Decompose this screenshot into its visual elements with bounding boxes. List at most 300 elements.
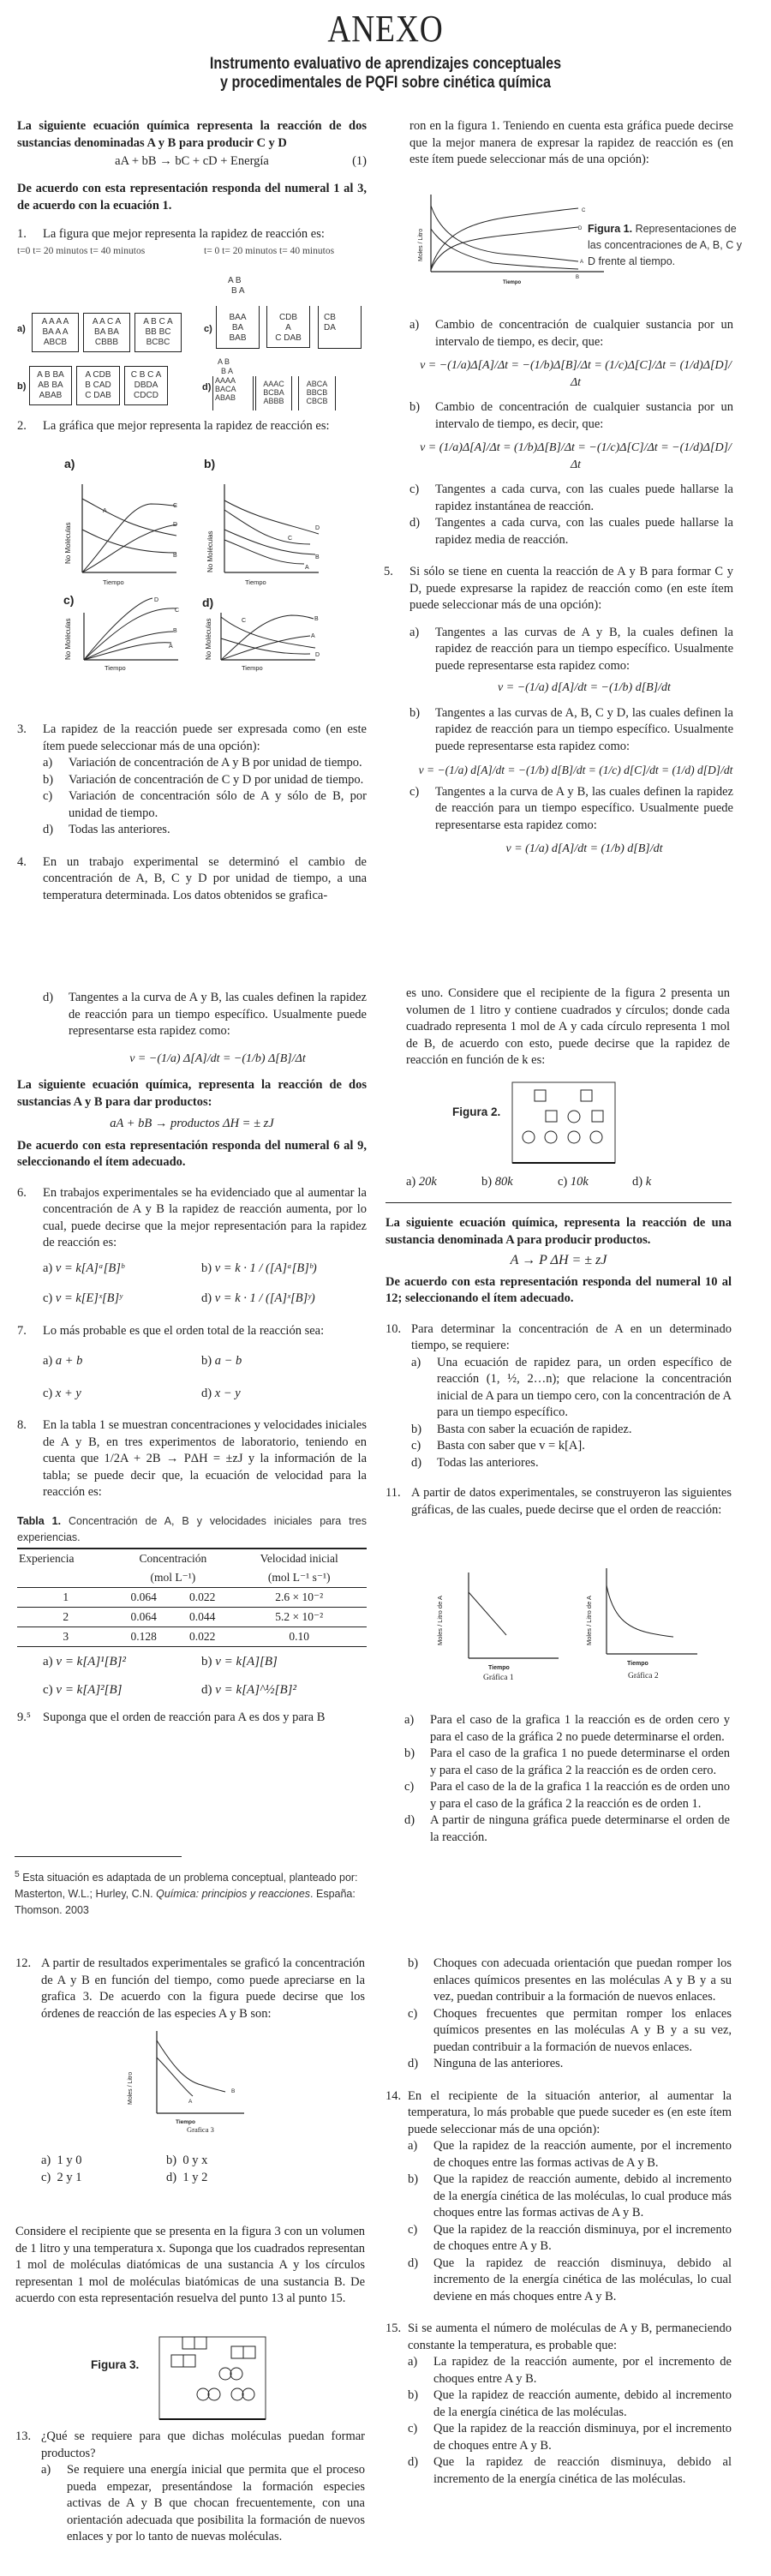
option-letter: d) [201,1683,212,1697]
question-15 [386,2321,732,2354]
circle-molecule-B [568,1131,580,1143]
intro1-instruction: De acuerdo con esta representación responda del numeral 1 al 3, de acuerdo con la ecuación 1. [17,182,367,213]
option-b[interactable] [481,1174,558,1191]
y-axis-label: No Moléculas [64,618,72,660]
option-b[interactable] [408,2387,732,2421]
option-d[interactable] [411,1455,732,1472]
option-c[interactable] [43,1386,201,1403]
question-text: Si se aumenta el número de moléculas de A y B, permaneciendo constante la temperatura, es probable que: [408,2321,732,2352]
option-letter: d) [408,2455,419,2469]
curve-A [157,2058,193,2096]
option-c[interactable] [408,2421,732,2454]
graph2-curve [607,1585,673,1637]
footnote-book-title: Química: principios y reacciones [156,1888,311,1901]
curve-label: D [154,597,159,603]
option-letter: a) [408,2139,418,2153]
table-cell: 0.064 [130,1609,157,1623]
curve-D [82,524,176,572]
option-text: Que la rapidez de la reacción disminuya, por el incremento de choques entre A y B. [433,2422,732,2453]
option-letter: c) [558,1175,568,1189]
option-text: Variación de concentración de C y D por unidad de tiempo. [69,772,364,787]
footnote-rule [15,1856,182,1857]
subtitle-line-1: Instrumento evaluativo de aprendizajes conceptuales [209,55,562,73]
option-letter: d) [43,991,54,1004]
question-7 [17,1323,367,1340]
question-9 [17,1710,367,1727]
option-text: Choques con adecuada orientación que puedan romper los enlaces químicos presentes en las moléculas A y B y a su vez, puedan contribuir a la formación de nuevos enlaces. [433,1956,732,2004]
option-c[interactable] [558,1174,632,1191]
table-cell: 0.064 [130,1590,157,1603]
box-row: CDB [278,313,298,322]
option-b[interactable] [404,1746,730,1779]
option-text: Tangentes a la curva de A y B, las cuales definen la rapidez de reacción para un tiempo específico. Usualmente puede representarse esta rapidez como: [69,991,367,1038]
option-letter: b) [404,1746,415,1760]
box-row: C DAB [85,391,111,400]
option-letter: c) [409,784,420,799]
option-value: 20k [418,1175,437,1189]
q1-option-a-label[interactable]: a) [17,324,26,334]
q4-text-continued: ron en la figura 1. Teniendo en cuenta esta gráfica puede decirse que la mejor manera de expresar la rapidez de reacción es (en este ítem puede seleccionar más de una opción): [409,119,733,166]
curve-B [224,530,315,554]
option-d[interactable] [201,1291,373,1308]
intro2-text: La siguiente ecuación química, representa la reacción de dos sustancias A y B para dar productos: [17,1078,367,1109]
table-cell: 3 [63,1629,69,1643]
curve-A [84,643,171,660]
q1-c-above [228,276,254,297]
page2-left-column [17,990,367,1726]
curve-B [157,2040,225,2092]
question-number: 9.⁵ [17,1710,31,1724]
square-molecule-A [535,1090,546,1101]
option-value: 10k [570,1175,589,1189]
curve-C [84,608,176,660]
option-letter: b) [481,1175,493,1189]
equation-1-number: (1) [352,154,367,168]
option-letter: a) [409,318,420,332]
question-2 [17,418,392,435]
option-eq: v = k[A]ᵃ[B]ᵇ [55,1261,124,1275]
option-eq: v = k · 1 / ([A]ᵃ[B]ᵇ) [214,1261,317,1275]
q1-a-box-t0 [32,313,79,352]
box-row: CBBB [94,338,119,347]
q2-graph-c-label[interactable]: c) [63,593,75,607]
option-letter: b) [409,400,421,414]
q1-d-box-t40 [298,376,336,410]
question-number: 4. [17,854,27,869]
caption-label: Figura 1. [588,223,633,235]
option-letter: c) [408,2006,418,2021]
curve-label: D [173,522,178,528]
page3-left-column [15,1956,365,2022]
option-value: k [645,1175,652,1189]
q2-graphs [51,454,343,673]
option-text: Tangentes a la curva de A y B, las cuales definen la rapidez de reacción para un tiempo específico. Usualmente puede representarse esta rapidez como: [435,784,733,832]
option-c[interactable] [43,1682,201,1699]
q9-options [406,1174,730,1191]
question-text: En la tabla 1 se muestran concentraciones y velocidades iniciales de A y B, en tres experimentos de laboratorio, teniendo en cuenta que 1/2A + 2B → PΔH = ±zJ y la información de la tabla; se puede decir que, la ecuación de velocidad para la reacción es: [43,1418,367,1499]
option-a[interactable] [404,1712,730,1746]
figure-1-caption [588,221,742,270]
option-letter: c) [43,1291,53,1305]
option-letter: b) [409,705,421,720]
option-text: Variación de concentración de A y B por unidad de tiempo. [69,756,362,770]
q11-options [404,1712,730,1846]
q4-options [384,317,733,863]
option-a[interactable] [408,2354,732,2387]
option-text: Cambio de concentración de cualquier sustancia por un intervalo de tiempo, es decir, que: [435,318,733,349]
question-number: 5. [384,565,393,578]
option-letter: a) [41,2463,51,2477]
q1-option-d-label[interactable]: d) [202,382,212,392]
option-letter: a) [41,2154,51,2167]
option-c[interactable] [408,2222,732,2255]
option-c[interactable] [43,788,367,822]
y-axis-label: No Moléculas [206,530,214,572]
option-value: 0 y x [182,2154,208,2167]
q3-q4-block [17,722,367,904]
rate-equation: v = (1/a)Δ[A]/Δt = (1/b)Δ[B]/Δt = −(1/c)Δ[C]/Δt = −(1/d)Δ[D]/Δt [420,441,732,471]
table-cell: 2.6 × 10⁻² [275,1590,324,1603]
option-letter: d) [409,516,421,530]
option-letter: c) [408,2422,418,2435]
box-row: A [285,323,291,332]
y-axis-label: No Moléculas [64,522,72,564]
option-text: La rapidez de la reacción aumente, por el incremento de choques entre A y B. [433,2355,732,2386]
option-d[interactable] [201,1386,373,1403]
page-title: ANEXO [327,8,444,50]
question-text: Suponga que el orden de reacción para A es dos y para B [43,1710,326,1724]
above-row: B A [231,286,245,296]
option-b[interactable] [201,1261,373,1278]
question-5 [384,564,733,614]
option-letter: a) [408,2355,418,2369]
question-text: ¿Qué se requiere para que dichas moléculas puedan formar productos? [41,2429,365,2460]
option-letter: a) [409,625,420,639]
option-eq: v = k · 1 / ([A]ˣ[B]ʸ) [214,1291,315,1305]
option-a[interactable] [408,2138,732,2172]
question-text: En trabajos experimentales se ha evidenciado que al aumentar la concentración de A y B la rapidez de reacción aumenta, por lo cual, puede decirse que la mejor representación para la rapidez de reacción es: [43,1185,367,1249]
time-labels-left: t=0 t= 20 minutos t= 40 minutos [17,245,146,256]
question-text: En un trabajo experimental se determinó el cambio de concentración de A, B, C y D por unidad de tiempo, a una temperatura determinada. Los datos obtenidos se grafica- [43,854,367,902]
option-text: Se requiere una energía inicial que permita que el proceso pueda empezar, presentándose la formación especies activas de A y B que chocan frecuentemente, con una orientación adecuada que posibilita la formación de nuevos enlaces y por lo tanto de nuevas moléculas. [67,2463,365,2543]
box-row: BAA [229,313,247,322]
option-letter: a) [406,1175,416,1189]
curve-label: B [173,553,177,559]
curve-label: A [580,260,584,265]
option-eq: x + y [55,1386,81,1400]
question-text: La rapidez de la reacción puede ser expresada como (en este ítem puede seleccionar más de una opción): [43,722,367,753]
q1-b-box-t40 [124,366,168,405]
q1-d-above [218,357,243,376]
option-a[interactable] [43,1261,201,1278]
option-letter: d) [404,1813,415,1827]
option-letter: c) [408,2222,418,2237]
footnote-mark: 5 [15,1870,20,1879]
question-text: En el recipiente de la situación anterior, al aumentar la temperatura, lo más probable que puede suceder es (en este ítem puede seleccionar más de una opción): [408,2088,732,2136]
option-a[interactable] [41,2153,166,2170]
q7-options [43,1353,367,1402]
option-letter: c) [404,1780,415,1794]
option-letter: c) [411,1439,421,1453]
option-letter: b) [166,2154,177,2167]
q1-d-box-t20 [255,376,292,410]
option-d[interactable] [43,822,367,839]
box-row: AB BA [38,380,63,390]
page2-right-column [406,985,730,1069]
intro3-text: La siguiente ecuación química, representa la reacción de una sustancia denominada A para producir productos. [386,1216,732,1247]
curve-label: A [311,633,315,639]
figure-3-container [158,2336,268,2422]
question-13 [15,2429,365,2546]
x-axis-label: Tiempo [245,578,266,586]
option-text: Para el caso de la grafica 1 no puede determinarse el orden y para el caso de la gráfica 2 la reacción es de orden cero. [430,1746,730,1777]
q2-graph-b-label[interactable]: b) [204,457,216,470]
q1-b-box-t0 [29,366,72,405]
question-3 [17,722,367,839]
option-text: Tangentes a las curvas de A y B, la cuales definen la rapidez de reacción para un tiempo específico. Usualmente puede representarse esta rapidez como: [435,625,733,673]
footnote-text: Esta situación es adaptada de un problema conceptual, planteado por: Masterton, W.L.; Hurley, C.N. [15,1872,358,1901]
table-cell: 0.10 [289,1629,310,1643]
question-4 [17,854,367,905]
x-axis-label: Tiempo [627,1661,648,1667]
option-d[interactable] [201,1682,373,1699]
option-c[interactable] [43,1291,201,1308]
option-text: Que la rapidez de reacción disminuya, debido al incremento de la energía cinética de las moléculas. [433,2455,732,2486]
option-letter: c) [43,1683,53,1697]
option-a[interactable] [411,1355,732,1422]
q6-options [43,1261,367,1308]
table-1 [17,1548,367,1647]
q12-options [41,2153,298,2186]
diatomic-circle-molecule [197,2388,220,2400]
box-row: A A C A [92,317,122,326]
option-a[interactable] [409,317,733,391]
curve-label: B [231,2088,236,2094]
subtitle-line-2: y procedimentales de PQFI sobre cinética química [220,74,551,92]
option-eq: x − y [214,1386,241,1400]
option-text: Basta con saber la ecuación de rapidez. [437,1422,632,1436]
option-text: A partir de ninguna gráfica puede determinarse el orden de la reacción. [430,1813,730,1844]
option-c[interactable] [411,1438,732,1455]
q13-option-d[interactable] [408,2056,732,2073]
option-letter: c) [43,789,53,803]
intro3-block [386,1215,732,1519]
x-axis-label: Tiempo [176,2119,195,2125]
option-text: Tangentes a cada curva, con las cuales puede hallarse la rapidez instantánea de reacción. [435,482,733,513]
option-b[interactable] [409,399,733,473]
q2-graph-d-label[interactable]: d) [202,596,214,609]
circle-molecule-B [545,1131,557,1143]
curve-label: B [315,554,320,560]
question-number: 8. [17,1418,27,1432]
box-row: ABCA [306,380,328,388]
q1-figures [0,274,386,411]
box-row: C DAB [275,333,302,343]
curve-label: D [578,226,583,231]
curve-label: A [305,565,309,571]
q13-option-b[interactable] [408,1956,732,2006]
option-text: Cambio de concentración de cualquier sustancia por un intervalo de tiempo, es decir, que: [435,400,733,431]
option-text: Que la rapidez de reacción aumente, debido al incremento de la energía cinética de las moléculas. [433,2388,732,2419]
rate-equation: v = (1/a) d[A]/dt = (1/b) d[B]/dt [505,842,663,855]
option-b[interactable] [408,2172,732,2222]
option-value: 1 y 0 [57,2154,82,2167]
option-d[interactable] [404,1812,730,1846]
option-text: Todas las anteriores. [437,1455,539,1470]
q1-a-box-t40 [134,313,182,352]
question-number: 2. [17,419,27,433]
option-text: Que la rapidez de reacción disminuya, debido al incremento de la energía cinética de las moléculas, lo cual deviene en más choques entre A y B. [433,2255,732,2303]
curve-label: C [173,503,178,509]
rate-equation: v = −(1/a) Δ[A]/dt = −(1/b) Δ[B]/Δt [129,1051,306,1065]
option-c[interactable] [409,784,733,858]
question-text: La figura que mejor representa la rapidez de reacción es: [43,227,325,241]
option-eq: v = k[E]ˣ[B]ʸ [55,1291,123,1305]
box-row: B CAD [85,380,111,390]
option-text: Una ecuación de rapidez para, un orden específico de reacción (1, ½, 2…n); que relacione la concentración inicial de A para un tiempo cero, con la concentración de A para un tiempo específico. [437,1355,732,1419]
box-row: A A A A [41,317,69,326]
question-text: Lo más probable es que el orden total de la reacción sea: [43,1323,325,1338]
option-b[interactable] [201,1654,373,1671]
caption-text: Representaciones de las concentraciones de A, B, C y D frente al tiempo. [588,223,742,267]
question-number: 7. [17,1323,27,1338]
table-cell: 0.022 [188,1629,216,1643]
box-row: ABAB [215,393,236,402]
question-number: 14. [386,2088,402,2103]
curve-label: D [315,525,320,531]
option-letter: b) [408,1956,419,1970]
option-d[interactable] [408,2454,732,2488]
q1-c-box-t40 [318,306,362,349]
figure-3-label: Figura 3. [91,2358,140,2371]
option-eq: v = k[A]¹[B]² [56,1654,127,1668]
option-d[interactable] [409,515,733,548]
option-a[interactable] [43,1654,201,1671]
q1-c-box-t0 [216,306,260,349]
box-row: ABCB [43,338,68,347]
option-b[interactable] [166,2153,295,2170]
figure-2-container [511,1081,618,1167]
curve-label: A [188,2099,193,2105]
curve-label: C [582,208,586,213]
figure-1-graph [407,193,604,287]
option-d[interactable] [166,2170,295,2187]
option-c[interactable] [409,482,733,515]
option-a[interactable] [41,2462,365,2546]
option-letter: a) [43,756,53,770]
table-row [17,1626,367,1646]
footnote-text-end: . España: Thomson. 2003 [15,1888,356,1917]
option-d[interactable] [408,2255,732,2306]
box-row: DBDA [134,380,158,390]
curve-label: A [103,508,107,514]
graph1-line [469,1592,506,1635]
q2-graph-a-label[interactable]: a) [64,457,75,470]
option-a[interactable] [409,625,733,697]
table-cell: 5.2 × 10⁻² [275,1609,324,1623]
option-letter: d) [408,2255,419,2270]
square-molecule-A [546,1111,557,1122]
option-letter: d) [411,1455,422,1470]
option-a[interactable] [406,1174,481,1191]
option-value: 1 y 2 [182,2170,208,2184]
option-letter: d) [166,2170,177,2184]
graph-caption: Gráfica 2 [628,1672,659,1680]
y-axis-label: Moles / Litro de A [585,1596,593,1645]
option-text: Todas las anteriores. [69,823,170,836]
curve-D [224,500,319,534]
q1-option-c-label[interactable]: c) [204,324,212,334]
box-row: DA [324,323,336,332]
diatomic-circle-molecule [231,2388,254,2400]
option-a[interactable] [43,1353,201,1370]
diatomic-square-molecule [182,2337,206,2349]
above-row: B A [221,367,234,375]
box-row: AAAA [215,376,236,385]
q13-option-c[interactable] [408,2006,732,2057]
option-letter: a) [411,1355,421,1369]
option-eq: v = k[A][B] [215,1654,278,1668]
y-axis-label: Moles / Litro [418,228,424,261]
box-row: A B C A [143,317,173,326]
q5-option-d[interactable] [43,990,367,1067]
option-letter: c) [43,1386,53,1400]
option-eq: v = k[A]²[B] [56,1683,123,1697]
y-axis-label: Moles / Litro de A [436,1596,444,1645]
option-text: Para el caso de la de la grafica 1 la reacción es de orden uno y para el caso de la gráfica 2 la reacción es de orden 1. [430,1780,730,1811]
question-number: 10. [386,1321,402,1336]
box-row: BACA [215,385,236,393]
option-letter: d) [632,1175,643,1189]
option-text: Basta con saber que v = k[A]. [437,1439,585,1453]
option-b[interactable] [411,1422,732,1439]
box-row: BBCB [306,388,328,397]
curve-D [221,638,310,654]
graph-caption: Gráfica 1 [483,1674,514,1682]
box-row: A CDB [85,370,111,380]
header-experiencia: Experiencia [19,1551,75,1565]
box-row: BA [231,323,244,332]
question-text: A partir de resultados experimentales se graficó la concentración de A y B en función del tiempo, como puede apreciarse en la grafica 3. De acuerdo con la figura puede decirse que los órdenes de reacción de las especies A y B son: [41,1956,365,2021]
table-row [17,1607,367,1626]
option-a[interactable] [43,755,367,772]
curve-label: A [169,644,173,650]
q1-time-labels [17,243,367,257]
box-row: ABBB [263,397,284,405]
option-c[interactable] [404,1779,730,1812]
q9-text-continued: es uno. Considere que el recipiente de la figura 2 presenta un volumen de 1 litro y contiene cuadrados y círculos; donde cada cuadrado representa 1 mol de A y cada círculo representa 1 mol de B, de acuerdo con esto, puede decirse que la rapidez de reacción en función de k es: [406,986,730,1067]
square-molecule-A [592,1111,603,1122]
table-cell: 2 [63,1609,69,1623]
diatomic-square-molecule [171,2355,195,2367]
option-value: 2 y 1 [57,2170,82,2184]
curve-C [224,510,310,544]
equation-3: A → P ΔH = ± zJ [510,1253,607,1267]
option-letter: d) [43,823,54,836]
question-6 [17,1185,367,1252]
rate-equation: v = −(1/a) d[A]/dt = −(1/b) d[B]/dt [498,681,671,694]
option-b[interactable] [43,772,367,789]
x-axis-label: Tiempo [242,664,263,672]
q1-option-b-label[interactable]: b) [17,381,27,392]
option-letter: c) [409,482,420,496]
option-c[interactable] [41,2170,166,2187]
option-d[interactable] [632,1174,651,1191]
option-b[interactable] [201,1353,373,1370]
page3-right-column [386,1956,732,2488]
option-b[interactable] [409,705,733,779]
question-text: A partir de datos experimentales, se construyeron las siguientes gráficas, de las cuales, puede decirse que el orden de reacción: [411,1486,732,1517]
